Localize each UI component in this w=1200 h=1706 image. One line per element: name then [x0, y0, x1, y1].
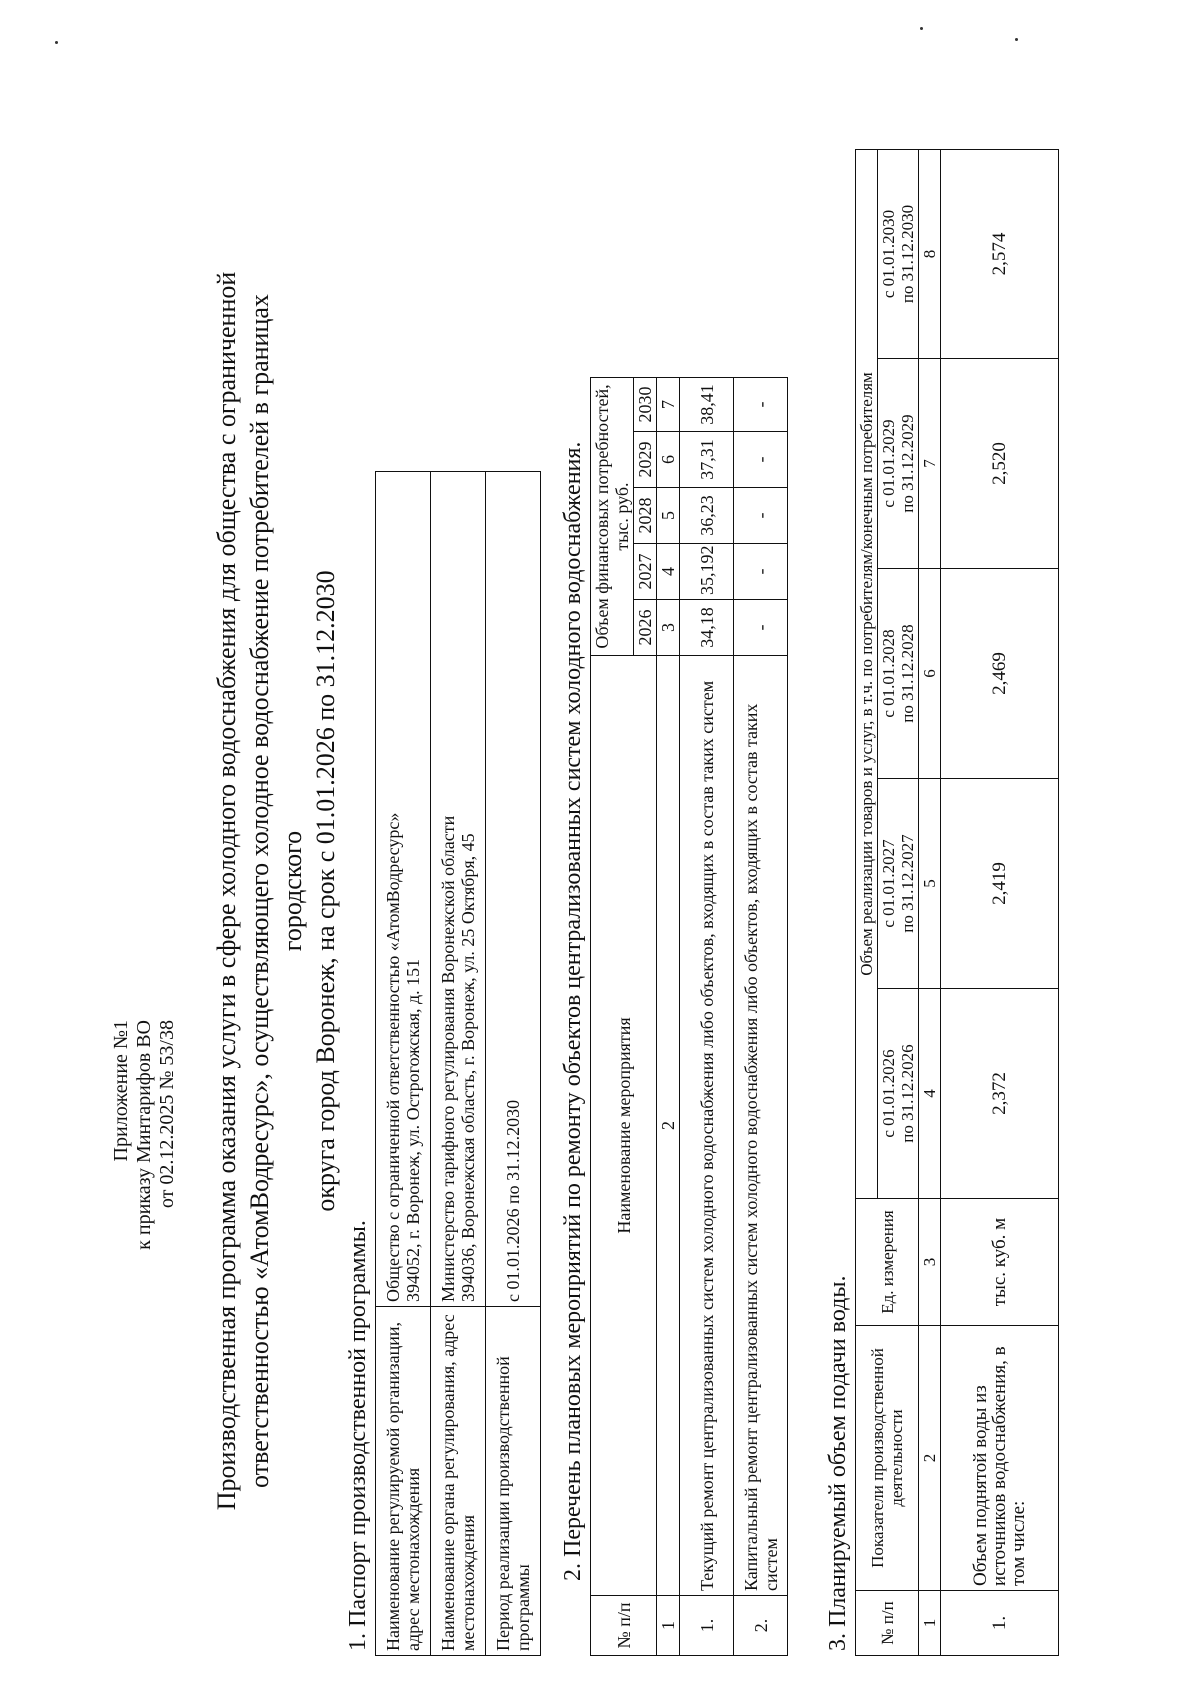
activity-name: Капитальный ремонт централизованных систем холодного водоснабжения либо объектов, входящих в состав таких систем: [734, 656, 788, 1596]
appendix-line: Приложение №1: [110, 1020, 132, 1162]
header-cell-num: № п/п: [591, 1596, 657, 1656]
index-cell: 6: [919, 569, 941, 779]
period-cell: [878, 989, 919, 1199]
value-cell: 38,41: [680, 378, 734, 432]
index-cell: 5: [919, 779, 941, 989]
water-supply-table: [855, 149, 1059, 1656]
cell-line: 394052, г. Воронеж, ул. Острогожская, д. 151: [403, 958, 423, 1302]
header-cell-indicator: Показатели производственной деятельности: [856, 1326, 919, 1591]
table-cell: Период реализации производственной программы: [486, 1307, 541, 1656]
index-cell: 7: [919, 359, 941, 569]
year-cell: 2026: [634, 600, 657, 656]
row-number: 1.: [941, 1591, 1059, 1656]
table-row: [680, 378, 734, 1656]
section1-heading: 1. Паспорт производственной программы.: [345, 1220, 371, 1651]
year-cell: 2027: [634, 544, 657, 600]
index-cell: 8: [919, 149, 941, 358]
index-cell: 7: [657, 378, 680, 432]
table-header-row: [591, 378, 634, 1656]
row-number: 1.: [680, 1596, 734, 1656]
period-to: по 31.12.2029: [898, 414, 917, 513]
table-row: [941, 149, 1059, 1655]
header-cell-volume: Объем реализации товаров и услуг, в т.ч. по потребителям/конечным потребителям: [856, 149, 878, 1198]
period-from: с 01.01.2028: [879, 629, 898, 718]
period-to: по 31.12.2030: [898, 204, 917, 304]
value-cell: 2,469: [941, 569, 1059, 779]
year-cell: 2029: [634, 432, 657, 488]
period-from: с 01.01.2026: [879, 1049, 898, 1138]
indicator-name: Объем поднятой воды из источников водоснабжения, в том числе:: [941, 1326, 1059, 1591]
header-cell-num: № п/п: [856, 1591, 919, 1656]
header-cell-name: Наименование мероприятия: [591, 656, 657, 1596]
scan-speck: [1015, 38, 1018, 41]
appendix-line: от 02.12.2025 № 53/38: [156, 1020, 178, 1209]
title-line: ответственностью «АтомВодресурс», осуществляющего холодное водоснабжение потребителей в границах городского: [245, 294, 307, 1488]
table-row: [734, 378, 788, 1656]
value-cell: -: [734, 600, 788, 656]
value-cell: -: [734, 378, 788, 432]
table-cell: Наименование органа регулирования, адрес местонахождения: [431, 1307, 486, 1656]
value-cell: 2,520: [941, 359, 1059, 569]
period-cell: [878, 359, 919, 569]
table-cell: [431, 472, 486, 1307]
period-to: по 31.12.2026: [898, 1044, 917, 1143]
period-from: с 01.01.2030: [879, 209, 898, 299]
cell-line: 394036, Воронежская область, г. Воронеж, ул. 25 Октября, 45: [458, 833, 478, 1302]
repair-plan-table: [590, 377, 788, 1656]
year-cell: 2030: [634, 378, 657, 432]
period-cell: [878, 149, 919, 358]
table-row: [431, 472, 486, 1656]
table-header-row: [856, 149, 878, 1655]
title-line: округа город Воронеж, на срок с 01.01.2026 по 31.12.2030: [311, 570, 340, 1212]
index-cell: 2: [657, 656, 680, 1596]
document-title: [210, 256, 342, 1526]
cell-line: с 01.01.2026 по 31.12.2030: [503, 1099, 523, 1302]
section3-heading: 3. Планируемый объем подачи воды.: [825, 1275, 851, 1651]
table-row: [376, 472, 431, 1656]
value-cell: 37,31: [680, 432, 734, 488]
index-cell: 3: [657, 600, 680, 656]
scan-speck: [55, 41, 58, 44]
index-cell: 5: [657, 488, 680, 544]
period-cell: [878, 779, 919, 989]
index-cell: 4: [657, 544, 680, 600]
header-cell-financial: Объем финансовых потребностей, тыс. руб.: [591, 378, 634, 656]
index-row: [919, 149, 941, 1655]
section2-heading: 2. Перечень плановых мероприятий по ремонту объектов централизованных систем холодного водоснабжения.: [560, 441, 586, 1581]
scan-speck: [920, 27, 923, 30]
index-cell: 3: [919, 1199, 941, 1326]
activity-name: Текущий ремонт централизованных систем холодного водоснабжения либо объектов, входящих в состав таких систем: [680, 656, 734, 1596]
table-cell: [376, 472, 431, 1307]
index-cell: 1: [657, 1596, 680, 1656]
table-row: [486, 472, 541, 1656]
value-cell: 34,18: [680, 600, 734, 656]
index-cell: 4: [919, 989, 941, 1199]
cell-line: Общество с ограниченной ответственностью «АтомВодресурс»: [383, 812, 403, 1302]
value-cell: 35,192: [680, 544, 734, 600]
appendix-header: [110, 1020, 179, 1250]
year-cell: 2028: [634, 488, 657, 544]
period-from: с 01.01.2027: [879, 839, 898, 928]
value-cell: -: [734, 544, 788, 600]
index-row: [657, 378, 680, 1656]
value-cell: 36,23: [680, 488, 734, 544]
unit-cell: тыс. куб. м: [941, 1199, 1059, 1326]
table-cell: [486, 472, 541, 1307]
cell-line: Министерство тарифного регулирования Воронежской области: [438, 815, 458, 1302]
value-cell: 2,372: [941, 989, 1059, 1199]
passport-table: [375, 471, 541, 1656]
index-cell: 6: [657, 432, 680, 488]
index-cell: 1: [919, 1591, 941, 1656]
value-cell: -: [734, 432, 788, 488]
value-cell: 2,574: [941, 149, 1059, 358]
title-line: Производственная программа оказания услуги в сфере холодного водоснабжения для общества с ограниченной: [212, 271, 241, 1511]
table-cell: Наименование регулируемой организации, адрес местонахождения: [376, 1307, 431, 1656]
appendix-line: к приказу Минтарифов ВО: [133, 1020, 155, 1250]
period-to: по 31.12.2027: [898, 834, 917, 933]
period-from: с 01.01.2029: [879, 419, 898, 508]
row-number: 2.: [734, 1596, 788, 1656]
value-cell: 2,419: [941, 779, 1059, 989]
period-cell: [878, 569, 919, 779]
header-cell-unit: Ед. измерения: [856, 1199, 919, 1326]
period-to: по 31.12.2028: [898, 624, 917, 723]
value-cell: -: [734, 488, 788, 544]
index-cell: 2: [919, 1326, 941, 1591]
